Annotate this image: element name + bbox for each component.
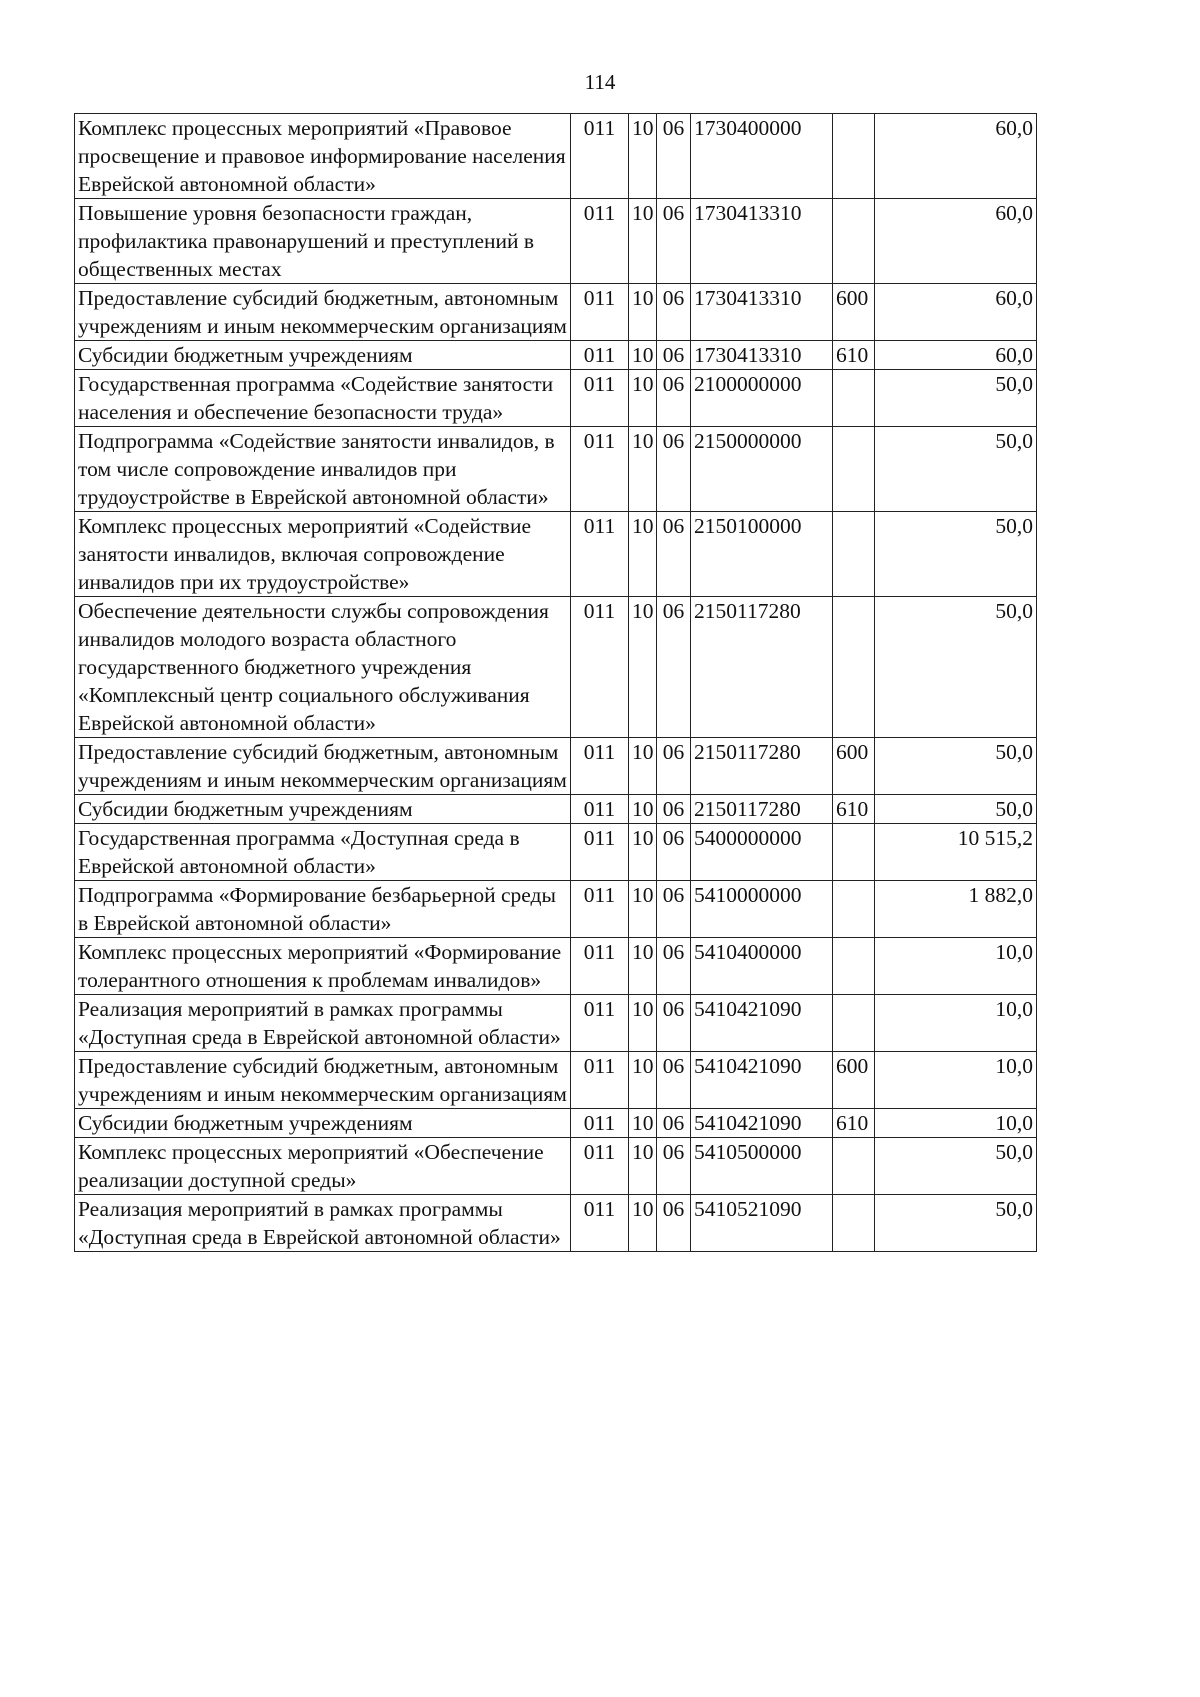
- row-amount-cell: 10,0: [875, 1109, 1037, 1138]
- row-target-article-cell: 5410400000: [691, 938, 833, 995]
- table-row: [75, 114, 1037, 199]
- row-section-cell: 10: [629, 1109, 657, 1138]
- row-subsection-cell: 06: [657, 1195, 691, 1252]
- row-amount-cell: 10 515,2: [875, 824, 1037, 881]
- table-row: [75, 1052, 1037, 1109]
- row-amount-cell: 50,0: [875, 597, 1037, 738]
- row-amount-cell: 60,0: [875, 114, 1037, 199]
- row-subsection-cell: 06: [657, 114, 691, 199]
- row-section-cell: 10: [629, 114, 657, 199]
- row-amount-cell: 50,0: [875, 1195, 1037, 1252]
- row-grbs-cell: 011: [571, 1138, 629, 1195]
- row-amount-cell: 50,0: [875, 795, 1037, 824]
- row-target-article-cell: 1730400000: [691, 114, 833, 199]
- row-subsection-cell: 06: [657, 795, 691, 824]
- row-amount-cell: 60,0: [875, 341, 1037, 370]
- row-section-cell: 10: [629, 795, 657, 824]
- row-grbs-cell: 011: [571, 341, 629, 370]
- row-target-article-cell: 5410521090: [691, 1195, 833, 1252]
- row-name-cell: Реализация мероприятий в рамках программы «Доступная среда в Еврейской автономной области»: [75, 995, 571, 1052]
- row-target-article-cell: 2150000000: [691, 427, 833, 512]
- row-section-cell: 10: [629, 341, 657, 370]
- table-row: [75, 1138, 1037, 1195]
- row-subsection-cell: 06: [657, 427, 691, 512]
- row-target-article-cell: 5410421090: [691, 1052, 833, 1109]
- row-subsection-cell: 06: [657, 370, 691, 427]
- table-row: [75, 427, 1037, 512]
- row-name-cell: Реализация мероприятий в рамках программы «Доступная среда в Еврейской автономной области»: [75, 1195, 571, 1252]
- table-row: [75, 199, 1037, 284]
- row-grbs-cell: 011: [571, 1109, 629, 1138]
- budget-table: [74, 113, 1037, 1252]
- row-expense-type-cell: 610: [833, 341, 875, 370]
- row-target-article-cell: 1730413310: [691, 341, 833, 370]
- row-grbs-cell: 011: [571, 1052, 629, 1109]
- row-grbs-cell: 011: [571, 199, 629, 284]
- row-amount-cell: 50,0: [875, 738, 1037, 795]
- table-row: [75, 1109, 1037, 1138]
- row-subsection-cell: 06: [657, 199, 691, 284]
- row-subsection-cell: 06: [657, 824, 691, 881]
- row-expense-type-cell: 610: [833, 795, 875, 824]
- row-subsection-cell: 06: [657, 938, 691, 995]
- row-expense-type-cell: [833, 512, 875, 597]
- row-amount-cell: 1 882,0: [875, 881, 1037, 938]
- row-section-cell: 10: [629, 738, 657, 795]
- row-target-article-cell: 5410421090: [691, 995, 833, 1052]
- row-expense-type-cell: [833, 1138, 875, 1195]
- table-row: [75, 284, 1037, 341]
- row-subsection-cell: 06: [657, 512, 691, 597]
- row-grbs-cell: 011: [571, 881, 629, 938]
- row-name-cell: Комплекс процессных мероприятий «Содействие занятости инвалидов, включая сопровождение инвалидов при их трудоустройстве»: [75, 512, 571, 597]
- row-amount-cell: 10,0: [875, 938, 1037, 995]
- table-row: [75, 795, 1037, 824]
- row-grbs-cell: 011: [571, 938, 629, 995]
- table-row: [75, 938, 1037, 995]
- row-name-cell: Подпрограмма «Формирование безбарьерной среды в Еврейской автономной области»: [75, 881, 571, 938]
- row-grbs-cell: 011: [571, 114, 629, 199]
- row-name-cell: Комплекс процессных мероприятий «Обеспечение реализации доступной среды»: [75, 1138, 571, 1195]
- row-name-cell: Предоставление субсидий бюджетным, автономным учреждениям и иным некоммерческим организациям: [75, 1052, 571, 1109]
- row-name-cell: Государственная программа «Доступная среда в Еврейской автономной области»: [75, 824, 571, 881]
- row-name-cell: Комплекс процессных мероприятий «Правовое просвещение и правовое информирование населения Еврейской автономной области»: [75, 114, 571, 199]
- table-row: [75, 824, 1037, 881]
- row-subsection-cell: 06: [657, 881, 691, 938]
- row-expense-type-cell: 610: [833, 1109, 875, 1138]
- row-grbs-cell: 011: [571, 427, 629, 512]
- row-subsection-cell: 06: [657, 1052, 691, 1109]
- row-name-cell: Субсидии бюджетным учреждениям: [75, 1109, 571, 1138]
- row-name-cell: Повышение уровня безопасности граждан, профилактика правонарушений и преступлений в общественных местах: [75, 199, 571, 284]
- table-row: [75, 341, 1037, 370]
- row-name-cell: Подпрограмма «Содействие занятости инвалидов, в том числе сопровождение инвалидов при трудоустройстве в Еврейской автономной области»: [75, 427, 571, 512]
- row-name-cell: Субсидии бюджетным учреждениям: [75, 341, 571, 370]
- row-name-cell: Государственная программа «Содействие занятости населения и обеспечение безопасности труда»: [75, 370, 571, 427]
- row-target-article-cell: 2150117280: [691, 738, 833, 795]
- row-amount-cell: 10,0: [875, 995, 1037, 1052]
- table-row: [75, 1195, 1037, 1252]
- row-grbs-cell: 011: [571, 995, 629, 1052]
- row-expense-type-cell: [833, 114, 875, 199]
- row-expense-type-cell: 600: [833, 284, 875, 341]
- row-expense-type-cell: [833, 824, 875, 881]
- row-target-article-cell: 1730413310: [691, 284, 833, 341]
- table-row: [75, 995, 1037, 1052]
- row-name-cell: Комплекс процессных мероприятий «Формирование толерантного отношения к проблемам инвалидов»: [75, 938, 571, 995]
- row-amount-cell: 50,0: [875, 512, 1037, 597]
- row-subsection-cell: 06: [657, 341, 691, 370]
- row-grbs-cell: 011: [571, 1195, 629, 1252]
- row-expense-type-cell: [833, 995, 875, 1052]
- row-name-cell: Обеспечение деятельности службы сопровождения инвалидов молодого возраста областного государственного бюджетного учреждения «Комплексный центр социального обслуживания Еврейской автономной области»: [75, 597, 571, 738]
- table-row: [75, 738, 1037, 795]
- row-target-article-cell: 5410500000: [691, 1138, 833, 1195]
- table-row: [75, 881, 1037, 938]
- budget-table-body: [75, 114, 1037, 1252]
- row-subsection-cell: 06: [657, 1138, 691, 1195]
- row-section-cell: 10: [629, 199, 657, 284]
- row-grbs-cell: 011: [571, 284, 629, 341]
- row-name-cell: Предоставление субсидий бюджетным, автономным учреждениям и иным некоммерческим организациям: [75, 284, 571, 341]
- row-subsection-cell: 06: [657, 597, 691, 738]
- row-section-cell: 10: [629, 938, 657, 995]
- row-expense-type-cell: [833, 427, 875, 512]
- row-target-article-cell: 5400000000: [691, 824, 833, 881]
- row-expense-type-cell: [833, 938, 875, 995]
- table-row: [75, 597, 1037, 738]
- row-expense-type-cell: [833, 1195, 875, 1252]
- row-amount-cell: 60,0: [875, 284, 1037, 341]
- row-target-article-cell: 2100000000: [691, 370, 833, 427]
- row-expense-type-cell: [833, 597, 875, 738]
- row-section-cell: 10: [629, 284, 657, 341]
- row-section-cell: 10: [629, 1195, 657, 1252]
- row-section-cell: 10: [629, 427, 657, 512]
- row-subsection-cell: 06: [657, 738, 691, 795]
- row-target-article-cell: 2150117280: [691, 795, 833, 824]
- row-subsection-cell: 06: [657, 995, 691, 1052]
- row-grbs-cell: 011: [571, 824, 629, 881]
- row-amount-cell: 60,0: [875, 199, 1037, 284]
- row-target-article-cell: 1730413310: [691, 199, 833, 284]
- row-grbs-cell: 011: [571, 738, 629, 795]
- table-row: [75, 370, 1037, 427]
- row-amount-cell: 50,0: [875, 370, 1037, 427]
- row-section-cell: 10: [629, 512, 657, 597]
- page-number: 114: [584, 70, 616, 94]
- row-grbs-cell: 011: [571, 597, 629, 738]
- row-name-cell: Субсидии бюджетным учреждениям: [75, 795, 571, 824]
- row-target-article-cell: 5410421090: [691, 1109, 833, 1138]
- row-amount-cell: 10,0: [875, 1052, 1037, 1109]
- row-amount-cell: 50,0: [875, 427, 1037, 512]
- row-name-cell: Предоставление субсидий бюджетным, автономным учреждениям и иным некоммерческим организациям: [75, 738, 571, 795]
- row-target-article-cell: 2150117280: [691, 597, 833, 738]
- row-section-cell: 10: [629, 881, 657, 938]
- row-amount-cell: 50,0: [875, 1138, 1037, 1195]
- row-expense-type-cell: [833, 370, 875, 427]
- row-grbs-cell: 011: [571, 370, 629, 427]
- row-subsection-cell: 06: [657, 284, 691, 341]
- row-subsection-cell: 06: [657, 1109, 691, 1138]
- row-target-article-cell: 5410000000: [691, 881, 833, 938]
- row-expense-type-cell: [833, 199, 875, 284]
- row-section-cell: 10: [629, 1138, 657, 1195]
- row-expense-type-cell: 600: [833, 738, 875, 795]
- table-row: [75, 512, 1037, 597]
- row-expense-type-cell: 600: [833, 1052, 875, 1109]
- row-grbs-cell: 011: [571, 512, 629, 597]
- row-section-cell: 10: [629, 995, 657, 1052]
- row-expense-type-cell: [833, 881, 875, 938]
- row-section-cell: 10: [629, 597, 657, 738]
- row-section-cell: 10: [629, 1052, 657, 1109]
- row-target-article-cell: 2150100000: [691, 512, 833, 597]
- row-section-cell: 10: [629, 824, 657, 881]
- row-grbs-cell: 011: [571, 795, 629, 824]
- row-section-cell: 10: [629, 370, 657, 427]
